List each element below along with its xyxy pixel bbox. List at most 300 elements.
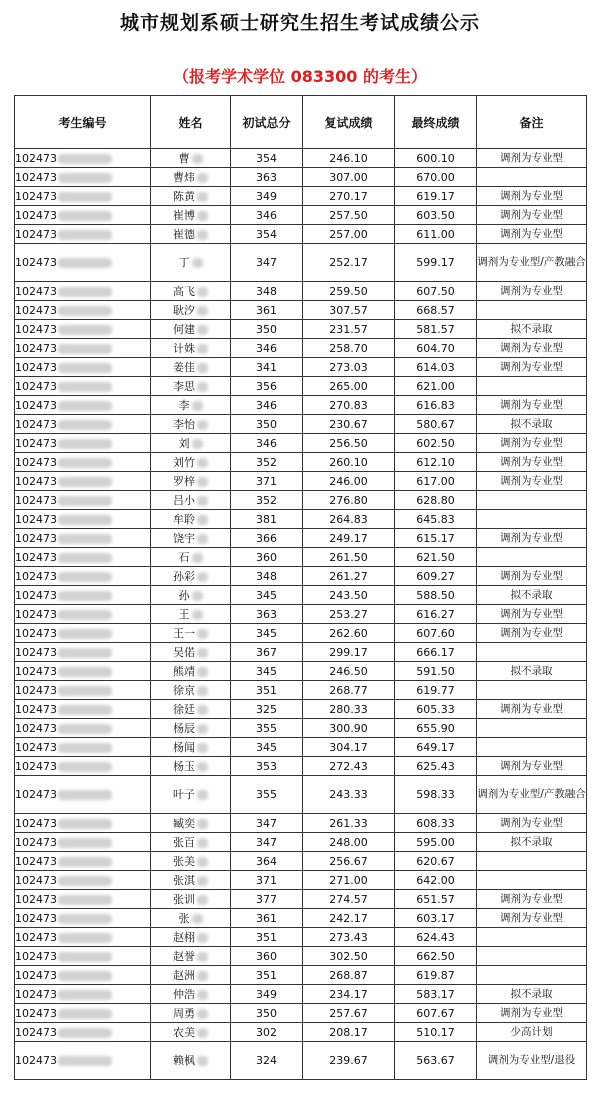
cell-retest-score: 246.50 bbox=[303, 662, 395, 681]
cell-retest-score: 270.17 bbox=[303, 187, 395, 206]
table-row bbox=[15, 187, 587, 206]
table-row bbox=[15, 339, 587, 358]
redaction-blur bbox=[58, 705, 112, 715]
redaction-blur bbox=[197, 192, 208, 202]
candidate-id-text: 102473 bbox=[15, 398, 57, 412]
cell-candidate-id bbox=[15, 434, 151, 453]
cell-name bbox=[151, 624, 231, 643]
cell-initial-score: 348 bbox=[231, 282, 303, 301]
redaction-blur bbox=[197, 648, 208, 658]
redaction-blur bbox=[58, 420, 112, 430]
cell-retest-score: 246.10 bbox=[303, 149, 395, 168]
cell-initial-score: 325 bbox=[231, 700, 303, 719]
redaction-blur bbox=[58, 724, 112, 734]
candidate-name-text: 陈黄 bbox=[173, 189, 195, 203]
candidate-name-text: 曹炜 bbox=[173, 170, 195, 184]
redaction-blur bbox=[58, 857, 112, 867]
cell-candidate-id bbox=[15, 833, 151, 852]
table-row bbox=[15, 1004, 587, 1023]
cell-name bbox=[151, 339, 231, 358]
page-title: 城市规划系硕士研究生招生考试成绩公示 bbox=[119, 12, 480, 34]
cell-candidate-id bbox=[15, 187, 151, 206]
candidate-name-text: 徐廷 bbox=[173, 702, 195, 716]
candidate-name-text: 耿汐 bbox=[173, 303, 195, 317]
cell-initial-score: 361 bbox=[231, 301, 303, 320]
candidate-name-text: 丁 bbox=[178, 256, 190, 269]
cell-initial-score: 352 bbox=[231, 491, 303, 510]
cell-final-score: 607.50 bbox=[395, 282, 477, 301]
redaction-blur bbox=[58, 553, 112, 563]
candidate-id-text: 102473 bbox=[15, 1025, 57, 1039]
redaction-blur bbox=[58, 173, 112, 183]
cell-initial-score: 345 bbox=[231, 624, 303, 643]
cell-candidate-id bbox=[15, 700, 151, 719]
cell-note: 拟不录取 bbox=[477, 833, 587, 852]
cell-candidate-id bbox=[15, 510, 151, 529]
redaction-blur bbox=[58, 971, 112, 981]
cell-name bbox=[151, 206, 231, 225]
candidate-name-text: 吕小 bbox=[173, 493, 195, 507]
cell-note bbox=[477, 301, 587, 320]
candidate-name-text: 饶宇 bbox=[173, 531, 195, 545]
cell-name bbox=[151, 187, 231, 206]
candidate-id-text: 102473 bbox=[15, 816, 57, 830]
cell-retest-score: 239.67 bbox=[303, 1042, 395, 1080]
cell-final-score: 642.00 bbox=[395, 871, 477, 890]
table-row bbox=[15, 852, 587, 871]
candidate-name-text: 赵洲 bbox=[173, 968, 195, 982]
cell-note: 调剂为专业型 bbox=[477, 149, 587, 168]
redaction-blur bbox=[197, 724, 208, 734]
candidate-id-text: 102473 bbox=[15, 854, 57, 868]
cell-final-score: 591.50 bbox=[395, 662, 477, 681]
cell-note bbox=[477, 168, 587, 187]
cell-name bbox=[151, 776, 231, 814]
table-row bbox=[15, 244, 587, 282]
cell-retest-score: 231.57 bbox=[303, 320, 395, 339]
redaction-blur bbox=[197, 1028, 208, 1038]
cell-candidate-id bbox=[15, 244, 151, 282]
cell-final-score: 563.67 bbox=[395, 1042, 477, 1080]
redaction-blur bbox=[197, 230, 208, 240]
candidate-name-text: 熊靖 bbox=[173, 664, 195, 678]
cell-retest-score: 273.03 bbox=[303, 358, 395, 377]
cell-final-score: 609.27 bbox=[395, 567, 477, 586]
candidate-id-text: 102473 bbox=[15, 569, 57, 583]
cell-initial-score: 371 bbox=[231, 472, 303, 491]
redaction-blur bbox=[58, 515, 112, 525]
cell-final-score: 616.27 bbox=[395, 605, 477, 624]
header-name: 姓名 bbox=[151, 96, 231, 149]
redaction-blur bbox=[197, 211, 208, 221]
cell-initial-score: 346 bbox=[231, 206, 303, 225]
candidate-id-text: 102473 bbox=[15, 911, 57, 925]
cell-note bbox=[477, 377, 587, 396]
cell-retest-score: 271.00 bbox=[303, 871, 395, 890]
table-row bbox=[15, 814, 587, 833]
candidate-name-text: 赖枫 bbox=[173, 1054, 195, 1067]
candidate-name-text: 刘 bbox=[178, 436, 190, 450]
redaction-blur bbox=[197, 496, 208, 506]
header-note: 备注 bbox=[477, 96, 587, 149]
cell-candidate-id bbox=[15, 947, 151, 966]
cell-candidate-id bbox=[15, 662, 151, 681]
candidate-id-text: 102473 bbox=[15, 284, 57, 298]
candidate-id-text: 102473 bbox=[15, 702, 57, 716]
cell-name bbox=[151, 453, 231, 472]
cell-name bbox=[151, 833, 231, 852]
cell-retest-score: 304.17 bbox=[303, 738, 395, 757]
redaction-blur bbox=[58, 325, 112, 335]
redaction-blur bbox=[58, 952, 112, 962]
page-subtitle: （报考学术学位 083300 的考生） bbox=[173, 67, 427, 86]
cell-note bbox=[477, 548, 587, 567]
cell-name bbox=[151, 662, 231, 681]
cell-note: 拟不录取 bbox=[477, 586, 587, 605]
cell-candidate-id bbox=[15, 472, 151, 491]
redaction-blur bbox=[197, 382, 208, 392]
cell-retest-score: 208.17 bbox=[303, 1023, 395, 1042]
cell-final-score: 668.57 bbox=[395, 301, 477, 320]
cell-candidate-id bbox=[15, 206, 151, 225]
redaction-blur bbox=[58, 990, 112, 1000]
redaction-blur bbox=[197, 420, 208, 430]
cell-candidate-id bbox=[15, 339, 151, 358]
redaction-blur bbox=[58, 1009, 112, 1019]
redaction-blur bbox=[58, 1056, 112, 1066]
table-row bbox=[15, 453, 587, 472]
cell-note: 调剂为专业型 bbox=[477, 909, 587, 928]
cell-retest-score: 246.00 bbox=[303, 472, 395, 491]
cell-retest-score: 252.17 bbox=[303, 244, 395, 282]
cell-name bbox=[151, 909, 231, 928]
cell-initial-score: 367 bbox=[231, 643, 303, 662]
redaction-blur bbox=[192, 591, 203, 601]
redaction-blur bbox=[197, 686, 208, 696]
cell-retest-score: 307.57 bbox=[303, 301, 395, 320]
cell-candidate-id bbox=[15, 377, 151, 396]
redaction-blur bbox=[197, 515, 208, 525]
cell-initial-score: 354 bbox=[231, 149, 303, 168]
candidate-name-text: 杨辰 bbox=[173, 721, 195, 735]
cell-retest-score: 243.33 bbox=[303, 776, 395, 814]
cell-name bbox=[151, 434, 231, 453]
candidate-name-text: 杨闻 bbox=[173, 740, 195, 754]
table-row bbox=[15, 719, 587, 738]
cell-candidate-id bbox=[15, 624, 151, 643]
cell-initial-score: 351 bbox=[231, 966, 303, 985]
redaction-blur bbox=[58, 344, 112, 354]
redaction-blur bbox=[197, 477, 208, 487]
cell-initial-score: 345 bbox=[231, 662, 303, 681]
redaction-blur bbox=[58, 572, 112, 582]
cell-retest-score: 264.83 bbox=[303, 510, 395, 529]
table-row bbox=[15, 947, 587, 966]
candidate-id-text: 102473 bbox=[15, 474, 57, 488]
candidate-name-text: 计姝 bbox=[173, 341, 195, 355]
cell-final-score: 619.77 bbox=[395, 681, 477, 700]
redaction-blur bbox=[58, 895, 112, 905]
table-row bbox=[15, 985, 587, 1004]
cell-candidate-id bbox=[15, 548, 151, 567]
candidate-id-text: 102473 bbox=[15, 256, 57, 269]
cell-final-score: 580.67 bbox=[395, 415, 477, 434]
candidate-id-text: 102473 bbox=[15, 170, 57, 184]
cell-candidate-id bbox=[15, 453, 151, 472]
cell-initial-score: 354 bbox=[231, 225, 303, 244]
candidate-name-text: 叶子 bbox=[173, 788, 195, 801]
cell-candidate-id bbox=[15, 529, 151, 548]
cell-candidate-id bbox=[15, 567, 151, 586]
candidate-name-text: 孙 bbox=[178, 588, 190, 602]
cell-initial-score: 348 bbox=[231, 567, 303, 586]
cell-candidate-id bbox=[15, 776, 151, 814]
cell-final-score: 598.33 bbox=[395, 776, 477, 814]
cell-candidate-id bbox=[15, 586, 151, 605]
candidate-name-text: 张淇 bbox=[173, 873, 195, 887]
candidate-name-text: 罗梓 bbox=[173, 474, 195, 488]
cell-retest-score: 270.83 bbox=[303, 396, 395, 415]
redaction-blur bbox=[197, 857, 208, 867]
redaction-blur bbox=[197, 743, 208, 753]
cell-retest-score: 261.33 bbox=[303, 814, 395, 833]
cell-candidate-id bbox=[15, 643, 151, 662]
cell-candidate-id bbox=[15, 168, 151, 187]
cell-candidate-id bbox=[15, 1023, 151, 1042]
cell-name bbox=[151, 738, 231, 757]
candidate-id-text: 102473 bbox=[15, 645, 57, 659]
candidate-id-text: 102473 bbox=[15, 493, 57, 507]
redaction-blur bbox=[197, 819, 208, 829]
redaction-blur bbox=[197, 363, 208, 373]
redaction-blur bbox=[58, 819, 112, 829]
cell-final-score: 600.10 bbox=[395, 149, 477, 168]
redaction-blur bbox=[192, 439, 203, 449]
redaction-blur bbox=[197, 306, 208, 316]
cell-final-score: 628.80 bbox=[395, 491, 477, 510]
redaction-blur bbox=[197, 629, 208, 639]
cell-final-score: 588.50 bbox=[395, 586, 477, 605]
cell-retest-score: 262.60 bbox=[303, 624, 395, 643]
cell-final-score: 604.70 bbox=[395, 339, 477, 358]
cell-retest-score: 249.17 bbox=[303, 529, 395, 548]
candidate-id-text: 102473 bbox=[15, 531, 57, 545]
cell-candidate-id bbox=[15, 719, 151, 738]
cell-candidate-id bbox=[15, 852, 151, 871]
candidate-id-text: 102473 bbox=[15, 664, 57, 678]
candidate-name-text: 姜佳 bbox=[173, 360, 195, 374]
table-row bbox=[15, 358, 587, 377]
cell-note: 调剂为专业型 bbox=[477, 206, 587, 225]
redaction-blur bbox=[58, 496, 112, 506]
candidate-name-text: 王一 bbox=[173, 626, 195, 640]
cell-note bbox=[477, 871, 587, 890]
cell-candidate-id bbox=[15, 890, 151, 909]
table-row bbox=[15, 871, 587, 890]
table-row bbox=[15, 149, 587, 168]
cell-initial-score: 346 bbox=[231, 434, 303, 453]
cell-name bbox=[151, 852, 231, 871]
redaction-blur bbox=[197, 952, 208, 962]
cell-candidate-id bbox=[15, 985, 151, 1004]
cell-note: 调剂为专业型/退役 bbox=[477, 1042, 587, 1080]
candidate-name-text: 杨玉 bbox=[173, 759, 195, 773]
redaction-blur bbox=[197, 173, 208, 183]
candidate-name-text: 曹 bbox=[178, 151, 190, 165]
redaction-blur bbox=[197, 667, 208, 677]
candidate-name-text: 仲浩 bbox=[173, 987, 195, 1001]
cell-name bbox=[151, 472, 231, 491]
redaction-blur bbox=[192, 154, 203, 164]
cell-note bbox=[477, 681, 587, 700]
candidate-id-text: 102473 bbox=[15, 550, 57, 564]
cell-final-score: 619.17 bbox=[395, 187, 477, 206]
candidate-id-text: 102473 bbox=[15, 835, 57, 849]
cell-retest-score: 300.90 bbox=[303, 719, 395, 738]
cell-note bbox=[477, 852, 587, 871]
cell-name bbox=[151, 567, 231, 586]
cell-initial-score: 361 bbox=[231, 909, 303, 928]
cell-retest-score: 268.87 bbox=[303, 966, 395, 985]
candidate-id-text: 102473 bbox=[15, 949, 57, 963]
cell-name bbox=[151, 244, 231, 282]
cell-name bbox=[151, 320, 231, 339]
cell-initial-score: 350 bbox=[231, 1004, 303, 1023]
candidate-name-text: 张训 bbox=[173, 892, 195, 906]
candidate-id-text: 102473 bbox=[15, 322, 57, 336]
cell-note: 调剂为专业型 bbox=[477, 453, 587, 472]
table-row bbox=[15, 738, 587, 757]
table-row bbox=[15, 282, 587, 301]
table-row bbox=[15, 301, 587, 320]
redaction-blur bbox=[58, 211, 112, 221]
candidate-name-text: 石 bbox=[178, 550, 190, 564]
cell-initial-score: 356 bbox=[231, 377, 303, 396]
redaction-blur bbox=[58, 363, 112, 373]
candidate-name-text: 赵栩 bbox=[173, 930, 195, 944]
cell-note bbox=[477, 928, 587, 947]
cell-retest-score: 299.17 bbox=[303, 643, 395, 662]
cell-note bbox=[477, 510, 587, 529]
cell-note: 调剂为专业型 bbox=[477, 472, 587, 491]
cell-name bbox=[151, 966, 231, 985]
candidate-id-text: 102473 bbox=[15, 360, 57, 374]
cell-retest-score: 274.57 bbox=[303, 890, 395, 909]
redaction-blur bbox=[58, 401, 112, 411]
redaction-blur bbox=[192, 914, 203, 924]
cell-name bbox=[151, 168, 231, 187]
cell-initial-score: 349 bbox=[231, 187, 303, 206]
cell-final-score: 608.33 bbox=[395, 814, 477, 833]
redaction-blur bbox=[192, 610, 203, 620]
candidate-id-text: 102473 bbox=[15, 512, 57, 526]
cell-name bbox=[151, 928, 231, 947]
candidate-id-text: 102473 bbox=[15, 588, 57, 602]
redaction-blur bbox=[58, 534, 112, 544]
cell-initial-score: 366 bbox=[231, 529, 303, 548]
cell-final-score: 619.87 bbox=[395, 966, 477, 985]
candidate-id-text: 102473 bbox=[15, 417, 57, 431]
redaction-blur bbox=[58, 667, 112, 677]
redaction-blur bbox=[197, 1009, 208, 1019]
redaction-blur bbox=[58, 306, 112, 316]
redaction-blur bbox=[58, 287, 112, 297]
cell-final-score: 624.43 bbox=[395, 928, 477, 947]
cell-candidate-id bbox=[15, 871, 151, 890]
candidate-id-text: 102473 bbox=[15, 341, 57, 355]
table-row bbox=[15, 225, 587, 244]
cell-initial-score: 351 bbox=[231, 681, 303, 700]
table-row bbox=[15, 681, 587, 700]
cell-name bbox=[151, 510, 231, 529]
cell-note bbox=[477, 966, 587, 985]
candidate-name-text: 高飞 bbox=[173, 284, 195, 298]
candidate-id-text: 102473 bbox=[15, 968, 57, 982]
candidate-name-text: 崔德 bbox=[173, 227, 195, 241]
cell-retest-score: 280.33 bbox=[303, 700, 395, 719]
redaction-blur bbox=[58, 743, 112, 753]
cell-note: 少高计划 bbox=[477, 1023, 587, 1042]
cell-initial-score: 355 bbox=[231, 719, 303, 738]
cell-final-score: 666.17 bbox=[395, 643, 477, 662]
candidate-name-text: 张美 bbox=[173, 854, 195, 868]
candidate-name-text: 李怡 bbox=[173, 417, 195, 431]
cell-name bbox=[151, 643, 231, 662]
cell-final-score: 611.00 bbox=[395, 225, 477, 244]
cell-candidate-id bbox=[15, 282, 151, 301]
candidate-name-text: 李 bbox=[178, 398, 190, 412]
cell-name bbox=[151, 605, 231, 624]
cell-retest-score: 276.80 bbox=[303, 491, 395, 510]
cell-retest-score: 243.50 bbox=[303, 586, 395, 605]
cell-name bbox=[151, 757, 231, 776]
candidate-name-text: 刘竹 bbox=[173, 455, 195, 469]
table-row bbox=[15, 168, 587, 187]
table-row bbox=[15, 909, 587, 928]
cell-candidate-id bbox=[15, 681, 151, 700]
table-row bbox=[15, 206, 587, 225]
cell-final-score: 617.00 bbox=[395, 472, 477, 491]
candidate-name-text: 徐京 bbox=[173, 683, 195, 697]
redaction-blur bbox=[58, 914, 112, 924]
cell-retest-score: 242.17 bbox=[303, 909, 395, 928]
cell-retest-score: 253.27 bbox=[303, 605, 395, 624]
cell-retest-score: 268.77 bbox=[303, 681, 395, 700]
cell-final-score: 621.00 bbox=[395, 377, 477, 396]
candidate-name-text: 牟聆 bbox=[173, 512, 195, 526]
cell-retest-score: 260.10 bbox=[303, 453, 395, 472]
cell-retest-score: 257.67 bbox=[303, 1004, 395, 1023]
cell-name bbox=[151, 529, 231, 548]
redaction-blur bbox=[58, 876, 112, 886]
table-row bbox=[15, 966, 587, 985]
cell-name bbox=[151, 985, 231, 1004]
cell-initial-score: 347 bbox=[231, 244, 303, 282]
redaction-blur bbox=[58, 192, 112, 202]
cell-note: 拟不录取 bbox=[477, 320, 587, 339]
table-row bbox=[15, 833, 587, 852]
cell-note: 调剂为专业型 bbox=[477, 567, 587, 586]
table-row bbox=[15, 396, 587, 415]
cell-note: 调剂为专业型/产教融合 bbox=[477, 244, 587, 282]
cell-name bbox=[151, 586, 231, 605]
cell-retest-score: 230.67 bbox=[303, 415, 395, 434]
candidate-id-text: 102473 bbox=[15, 303, 57, 317]
cell-name bbox=[151, 225, 231, 244]
table-row bbox=[15, 605, 587, 624]
cell-initial-score: 363 bbox=[231, 168, 303, 187]
redaction-blur bbox=[197, 971, 208, 981]
